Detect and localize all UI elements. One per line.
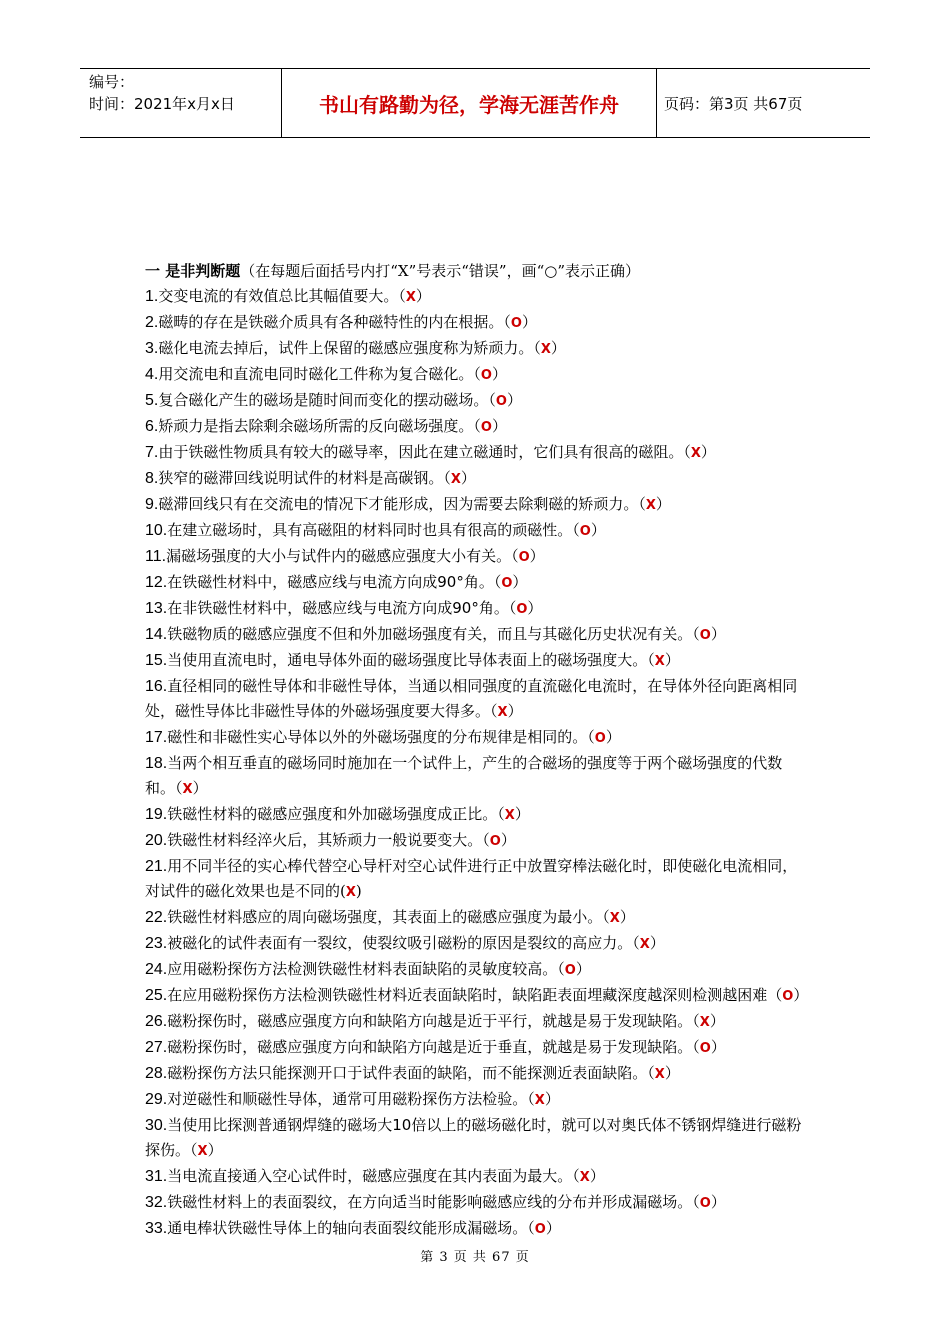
question-text: 直径相同的磁性导体和非磁性导体，当通以相同强度的直流磁化电流时，在导体外径向距离相同处，磁性导体比非磁性导体的外磁场强度要大得多。 bbox=[145, 677, 798, 720]
question-text: 狭窄的磁滞回线说明试件的材料是高碳钢。 bbox=[158, 469, 444, 487]
question-number: 6. bbox=[145, 418, 159, 435]
header-motto: 书山有路勤为径，学海无涯苦作舟 bbox=[282, 69, 657, 137]
question-item bbox=[145, 1216, 810, 1242]
question-item bbox=[145, 284, 810, 310]
question-text: 磁化电流去掉后，试件上保留的磁感应强度称为矫顽力。 bbox=[158, 339, 534, 357]
question-text: 磁性和非磁性实心导体以外的外磁场强度的分布规律是相同的。 bbox=[167, 728, 588, 746]
answer-close-paren: ） bbox=[460, 469, 476, 487]
answer-open-paren: （ bbox=[473, 417, 481, 435]
answer-mark: O bbox=[518, 550, 530, 565]
question-number: 7. bbox=[145, 444, 159, 461]
answer-mark: O bbox=[699, 1041, 711, 1056]
question-number: 22. bbox=[145, 909, 168, 926]
answer-close-paren: ） bbox=[793, 986, 809, 1004]
answer-mark: X bbox=[197, 1144, 208, 1159]
question-text: 对逆磁性和顺磁性导体，通常可用磁粉探伤方法检验。 bbox=[167, 1090, 528, 1108]
question-text: 被磁化的试件表面有一裂纹，使裂纹吸引磁粉的原因是裂纹的高应力。 bbox=[167, 934, 633, 952]
answer-open-paren: （ bbox=[473, 365, 481, 383]
question-number: 21. bbox=[145, 858, 168, 875]
answer-open-paren: （ bbox=[692, 1193, 700, 1211]
answer-close-paren: ） bbox=[512, 573, 528, 591]
answer-open-paren: （ bbox=[767, 986, 783, 1004]
question-item bbox=[145, 802, 810, 828]
answer-close-paren: ） bbox=[700, 443, 716, 461]
answer-open-paren: （ bbox=[638, 495, 646, 513]
question-item bbox=[145, 905, 810, 931]
section-title-line bbox=[145, 259, 810, 284]
answer-mark: O bbox=[534, 1222, 546, 1237]
answer-open-paren: （ bbox=[443, 469, 451, 487]
question-number: 4. bbox=[145, 366, 159, 383]
question-number: 13. bbox=[145, 600, 168, 617]
answer-open-paren: （ bbox=[527, 1090, 535, 1108]
question-item bbox=[145, 931, 810, 957]
question-list bbox=[145, 284, 810, 1242]
page-header bbox=[80, 68, 870, 138]
question-text: 铁磁物质的磁感应强度不但和外加磁场强度有关，而且与其磁化历史状况有关。 bbox=[167, 625, 693, 643]
question-text: 在非铁磁性材料中，磁感应线与电流方向成90°角。 bbox=[167, 599, 509, 617]
answer-close-paren: ） bbox=[664, 651, 680, 669]
answer-close-paren: ） bbox=[545, 1219, 561, 1237]
question-number: 20. bbox=[145, 832, 168, 849]
answer-close-paren: ） bbox=[507, 702, 523, 720]
question-item bbox=[145, 674, 810, 725]
question-number: 18. bbox=[145, 755, 168, 772]
answer-mark: O bbox=[782, 989, 794, 1004]
answer-mark: O bbox=[699, 628, 711, 643]
question-text: 当使用比探测普通钢焊缝的磁场大10倍以上的磁场磁化时，就可以对奥氏体不锈钢焊缝进行磁粉探伤。 bbox=[145, 1116, 802, 1159]
answer-close-paren: ) bbox=[355, 882, 362, 900]
answer-mark: O bbox=[501, 576, 513, 591]
header-info-cell bbox=[80, 69, 282, 137]
answer-close-paren: ） bbox=[710, 1193, 726, 1211]
question-number: 23. bbox=[145, 935, 168, 952]
question-item bbox=[145, 570, 810, 596]
answer-open-paren: （ bbox=[572, 521, 580, 539]
answer-open-paren: （ bbox=[632, 934, 640, 952]
question-number: 24. bbox=[145, 961, 168, 978]
answer-open-paren: （ bbox=[692, 1012, 700, 1030]
answer-close-paren: ） bbox=[491, 417, 507, 435]
question-number: 28. bbox=[145, 1065, 168, 1082]
answer-close-paren: ） bbox=[605, 728, 621, 746]
question-text: 磁畴的存在是铁磁介质具有各种磁特性的内在根据。 bbox=[158, 313, 504, 331]
answer-close-paren: ） bbox=[649, 934, 665, 952]
question-item bbox=[145, 414, 810, 440]
answer-open-paren: （ bbox=[692, 1038, 700, 1056]
question-number: 33. bbox=[145, 1220, 168, 1237]
question-text: 当电流直接通入空心试件时，磁感应强度在其内表面为最大。 bbox=[167, 1167, 573, 1185]
question-section bbox=[145, 259, 810, 1242]
question-item bbox=[145, 1009, 810, 1035]
answer-open-paren: （ bbox=[488, 391, 496, 409]
question-item bbox=[145, 336, 810, 362]
answer-mark: X bbox=[699, 1015, 710, 1030]
answer-close-paren: ） bbox=[500, 831, 516, 849]
question-text: 用交流电和直流电同时磁化工件称为复合磁化。 bbox=[158, 365, 474, 383]
question-number: 2. bbox=[145, 314, 159, 331]
question-text: 在应用磁粉探伤方法检测铁磁性材料近表面缺陷时，缺陷距表面埋藏深度越深则检测越困难 bbox=[167, 986, 768, 1004]
answer-mark: X bbox=[654, 1067, 665, 1082]
answer-open-paren: （ bbox=[493, 573, 502, 591]
question-text: 用不同半径的实心棒代替空心导杆对空心试件进行正中放置穿棒法磁化时，即使磁化电流相同，对试件的磁化效果也是不同的 bbox=[145, 857, 798, 900]
answer-close-paren: ） bbox=[589, 1167, 605, 1185]
answer-open-paren: （ bbox=[557, 960, 565, 978]
answer-mark: X bbox=[579, 1170, 590, 1185]
question-number: 8. bbox=[145, 470, 159, 487]
answer-mark: O bbox=[495, 394, 507, 409]
question-item bbox=[145, 440, 810, 466]
answer-open-paren: （ bbox=[602, 908, 610, 926]
answer-close-paren: ） bbox=[710, 625, 726, 643]
answer-close-paren: ） bbox=[575, 960, 591, 978]
answer-mark: O bbox=[699, 1196, 711, 1211]
answer-mark: X bbox=[540, 342, 551, 357]
question-item bbox=[145, 828, 810, 854]
question-item bbox=[145, 1164, 810, 1190]
answer-mark: X bbox=[497, 705, 508, 720]
answer-open-paren: （ bbox=[508, 599, 517, 617]
question-text: 磁粉探伤时，磁感应强度方向和缺陷方向越是近于平行，就越是易于发现缺陷。 bbox=[167, 1012, 693, 1030]
answer-mark: X bbox=[182, 782, 193, 797]
answer-mark: X bbox=[609, 911, 620, 926]
question-text: 漏磁场强度的大小与试件内的磁感应强度大小有关。 bbox=[166, 547, 512, 565]
question-number: 15. bbox=[145, 652, 168, 669]
answer-close-paren: ） bbox=[655, 495, 671, 513]
answer-close-paren: ） bbox=[544, 1090, 560, 1108]
question-text: 当使用直流电时，通电导体外面的磁场强度比导体表面上的磁场强度大。 bbox=[167, 651, 648, 669]
question-item bbox=[145, 1035, 810, 1061]
question-item bbox=[145, 544, 810, 570]
answer-open-paren: （ bbox=[647, 1064, 655, 1082]
question-text: 磁粉探伤时，磁感应强度方向和缺陷方向越是近于垂直，就越是易于发现缺陷。 bbox=[167, 1038, 693, 1056]
question-text: 磁滞回线只有在交流电的情况下才能形成，因为需要去除剩磁的矫顽力。 bbox=[158, 495, 639, 513]
question-number: 17. bbox=[145, 729, 168, 746]
question-item bbox=[145, 518, 810, 544]
question-number: 30. bbox=[145, 1117, 168, 1134]
answer-open-paren: （ bbox=[533, 339, 541, 357]
answer-close-paren: ） bbox=[527, 599, 543, 617]
answer-open-paren: （ bbox=[482, 831, 490, 849]
question-item bbox=[145, 362, 810, 388]
question-number: 9. bbox=[145, 496, 159, 513]
answer-mark: O bbox=[579, 524, 591, 539]
question-text: 当两个相互垂直的磁场同时施加在一个试件上，产生的合磁场的强度等于两个磁场强度的代数和。 bbox=[145, 754, 783, 797]
question-number: 26. bbox=[145, 1013, 168, 1030]
time-label: 时间：2021年x月x日 bbox=[89, 95, 235, 113]
question-number: 3. bbox=[145, 340, 159, 357]
answer-mark: X bbox=[654, 654, 665, 669]
answer-mark: X bbox=[405, 290, 416, 305]
question-item bbox=[145, 596, 810, 622]
question-text: 铁磁性材料的磁感应强度和外加磁场强度成正比。 bbox=[167, 805, 498, 823]
answer-open-paren: （ bbox=[683, 443, 691, 461]
answer-mark: X bbox=[504, 808, 515, 823]
question-number: 14. bbox=[145, 626, 168, 643]
answer-close-paren: ） bbox=[506, 391, 522, 409]
answer-open-paren: ( bbox=[340, 882, 346, 900]
answer-mark: O bbox=[564, 963, 576, 978]
answer-open-paren: （ bbox=[398, 287, 406, 305]
question-text: 在建立磁场时，具有高磁阻的材料同时也具有很高的顽磁性。 bbox=[167, 521, 573, 539]
answer-close-paren: ） bbox=[207, 1141, 223, 1159]
answer-open-paren: （ bbox=[497, 805, 505, 823]
page-footer: 第 3 页 共 67 页 bbox=[420, 1250, 530, 1265]
question-item bbox=[145, 983, 810, 1009]
answer-close-paren: ） bbox=[710, 1038, 726, 1056]
question-item bbox=[145, 1061, 810, 1087]
question-number: 5. bbox=[145, 392, 159, 409]
question-number: 10. bbox=[145, 522, 168, 539]
answer-close-paren: ） bbox=[491, 365, 507, 383]
question-item bbox=[145, 751, 810, 802]
question-text: 由于铁磁性物质具有较大的磁导率，因此在建立磁通时，它们具有很高的磁阻。 bbox=[158, 443, 684, 461]
question-item bbox=[145, 492, 810, 518]
answer-open-paren: （ bbox=[511, 547, 519, 565]
question-item bbox=[145, 957, 810, 983]
answer-open-paren: （ bbox=[527, 1219, 535, 1237]
question-text: 在铁磁性材料中，磁感应线与电流方向成90°角。 bbox=[167, 573, 494, 591]
question-text: 复合磁化产生的磁场是随时间而变化的摆动磁场。 bbox=[158, 391, 489, 409]
answer-mark: O bbox=[510, 316, 522, 331]
answer-mark: O bbox=[480, 368, 492, 383]
question-item bbox=[145, 310, 810, 336]
answer-close-paren: ） bbox=[415, 287, 431, 305]
answer-close-paren: ） bbox=[619, 908, 635, 926]
question-number: 1. bbox=[145, 288, 159, 305]
question-text: 交变电流的有效值总比其幅值要大。 bbox=[158, 287, 399, 305]
answer-mark: X bbox=[645, 498, 656, 513]
question-number: 32. bbox=[145, 1194, 168, 1211]
answer-open-paren: （ bbox=[692, 625, 700, 643]
answer-open-paren: （ bbox=[175, 779, 183, 797]
question-number: 12. bbox=[145, 574, 168, 591]
answer-close-paren: ） bbox=[664, 1064, 680, 1082]
answer-open-paren: （ bbox=[490, 702, 498, 720]
answer-close-paren: ） bbox=[192, 779, 208, 797]
answer-mark: X bbox=[690, 446, 701, 461]
question-text: 铁磁性材料感应的周向磁场强度，其表面上的磁感应强度为最小。 bbox=[167, 908, 603, 926]
answer-mark: X bbox=[345, 885, 356, 900]
question-item bbox=[145, 1190, 810, 1216]
question-item bbox=[145, 1113, 810, 1164]
question-text: 铁磁性材料上的表面裂纹，在方向适当时能影响磁感应线的分布并形成漏磁场。 bbox=[167, 1193, 693, 1211]
question-number: 11. bbox=[145, 548, 167, 565]
answer-open-paren: （ bbox=[572, 1167, 580, 1185]
question-number: 31. bbox=[145, 1168, 168, 1185]
answer-mark: X bbox=[534, 1093, 545, 1108]
answer-close-paren: ） bbox=[550, 339, 566, 357]
question-number: 25. bbox=[145, 987, 168, 1004]
question-item bbox=[145, 1087, 810, 1113]
section-instruction: （在每题后面括号内打“X”号表示“错误”，画“○”表示正确） bbox=[240, 262, 641, 280]
question-text: 应用磁粉探伤方法检测铁磁性材料表面缺陷的灵敏度较高。 bbox=[167, 960, 558, 978]
question-text: 通电棒状铁磁性导体上的轴向表面裂纹能形成漏磁场。 bbox=[167, 1219, 528, 1237]
code-label: 编号： bbox=[89, 73, 135, 91]
answer-open-paren: （ bbox=[587, 728, 595, 746]
question-item bbox=[145, 622, 810, 648]
question-text: 铁磁性材料经淬火后，其矫顽力一般说要变大。 bbox=[167, 831, 483, 849]
answer-mark: X bbox=[639, 937, 650, 952]
header-page-info: 页码：第3页 共67页 bbox=[664, 94, 803, 113]
question-item bbox=[145, 648, 810, 674]
answer-open-paren: （ bbox=[503, 313, 511, 331]
answer-close-paren: ） bbox=[514, 805, 530, 823]
answer-mark: O bbox=[516, 602, 528, 617]
answer-mark: O bbox=[594, 731, 606, 746]
section-title: 一 是非判断题 bbox=[145, 262, 241, 280]
answer-open-paren: （ bbox=[647, 651, 655, 669]
answer-mark: O bbox=[489, 834, 501, 849]
question-item bbox=[145, 854, 810, 905]
question-number: 29. bbox=[145, 1091, 168, 1108]
question-item bbox=[145, 388, 810, 414]
question-text: 磁粉探伤方法只能探测开口于试件表面的缺陷，而不能探测近表面缺陷。 bbox=[167, 1064, 648, 1082]
question-number: 19. bbox=[145, 806, 168, 823]
answer-close-paren: ） bbox=[529, 547, 545, 565]
answer-open-paren: （ bbox=[190, 1141, 198, 1159]
answer-close-paren: ） bbox=[709, 1012, 725, 1030]
answer-close-paren: ） bbox=[521, 313, 537, 331]
question-item bbox=[145, 725, 810, 751]
answer-close-paren: ） bbox=[590, 521, 606, 539]
question-item bbox=[145, 466, 810, 492]
answer-mark: X bbox=[450, 472, 461, 487]
question-number: 16. bbox=[145, 678, 168, 695]
answer-mark: O bbox=[480, 420, 492, 435]
question-number: 27. bbox=[145, 1039, 168, 1056]
question-text: 矫顽力是指去除剩余磁场所需的反向磁场强度。 bbox=[158, 417, 474, 435]
